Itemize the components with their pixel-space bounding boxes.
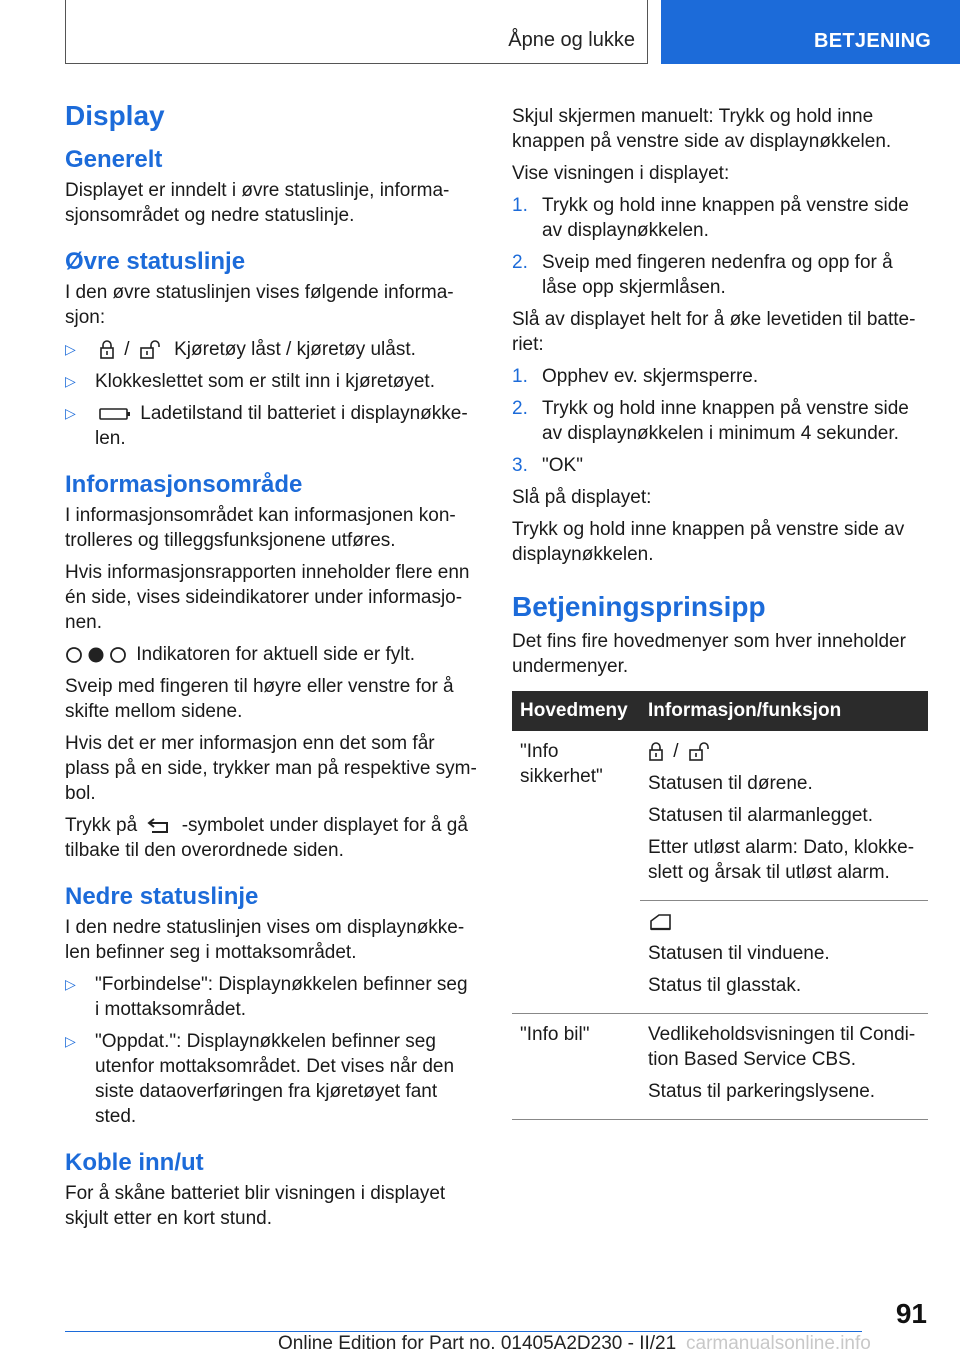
list-item (512, 250, 928, 300)
list-item-text: "Oppdat.": Displaynøkkelen befinner seg utenfor mottaksområdet. Det vises når den siste dataoverføringen fra kjøretøyet fant sted. (95, 1031, 455, 1127)
list-item (65, 401, 477, 451)
paragraph-text: -symbolet under displayet for å gå tilbake til den overordnede siden. (65, 815, 468, 861)
cell-text: Statusen til vinduene. (648, 943, 830, 964)
window-icon (648, 912, 674, 932)
page-indicator-icon (65, 646, 127, 664)
list-number: 3. (512, 455, 528, 476)
icon-row (648, 739, 920, 764)
header-section-title: Åpne og lukke (508, 29, 635, 51)
paragraph: I den nedre statuslinjen vises om displaynøkkelen befinner seg i mottaksområdet. (65, 917, 465, 963)
list-item-text: Trykk og hold inne knappen på venstre side av displaynøkkelen i minimum 4 sekunder. (542, 398, 909, 444)
paragraph: For å skåne batteriet blir visningen i displayet skjult etter en kort stund. (65, 1183, 446, 1229)
page-title: Display (65, 100, 165, 131)
list-item (512, 453, 928, 478)
list-number: 2. (512, 252, 528, 273)
paragraph: Det fins fire hovedmenyer som hver inneholder undermenyer. (512, 631, 906, 677)
cell-text: Statusen til dørene. (648, 773, 813, 794)
heading-generelt: Generelt (65, 146, 163, 173)
cell-text: Status til glasstak. (648, 975, 802, 996)
bullet-triangle-icon: ▷ (65, 405, 76, 421)
paragraph: Hvis informasjonsrapporten inneholder flere enn én side, vises sideindikatorer under informasjonen. (65, 562, 470, 633)
list-item (65, 369, 477, 394)
left-column (65, 100, 477, 1238)
list-item-text: Sveip med fingeren nedenfra og opp for å låse opp skjermlåsen. (542, 252, 893, 298)
list-number: 2. (512, 398, 528, 419)
list-item (65, 1029, 477, 1129)
list-item (65, 972, 477, 1022)
cell-text: Statusen til alarmanlegget. (648, 805, 873, 826)
list-item-text: Trykk og hold inne knappen på venstre side av displaynøkkelen. (542, 195, 909, 241)
icon-row (648, 909, 920, 934)
bullet-triangle-icon: ▷ (65, 341, 76, 357)
paragraph: Slå av displayet helt for å øke levetiden til batteriet: (512, 309, 916, 355)
lock-open-icon (139, 340, 165, 360)
list-item (512, 364, 928, 389)
table-row (512, 1014, 928, 1120)
table-header-cell: Informasjon/funksjon (640, 691, 928, 731)
table-cell (640, 901, 928, 1014)
heading-ovre-statuslinje: Øvre statuslinje (65, 248, 246, 275)
paragraph: Hvis det er mer informasjon enn det som får plass på en side, trykker man på respektive symbol. (65, 733, 477, 804)
paragraph-text: Trykk på (65, 815, 138, 836)
list-number: 1. (512, 366, 528, 387)
list-item-text: "OK" (542, 455, 583, 476)
table-cell: "Info sikkerhet" (512, 731, 640, 1014)
list-item-text: Ladetilstand til batteriet i displaynøkkelen. (95, 403, 468, 449)
icon-separator: / (673, 741, 679, 762)
footer-watermark: carmanualsonline.info (686, 1333, 871, 1354)
lock-closed-icon (648, 742, 664, 762)
list-number: 1. (512, 195, 528, 216)
icon-separator: / (124, 339, 130, 360)
right-column (512, 104, 928, 1120)
paragraph: Trykk og hold inne knappen på venstre side av displaynøkkelen. (512, 519, 905, 565)
table-header-row (512, 691, 928, 731)
lock-closed-icon (99, 340, 115, 360)
battery-icon (99, 407, 131, 421)
paragraph: Slå på displayet: (512, 487, 652, 508)
table-cell (640, 731, 928, 901)
table-cell: "Info bil" (512, 1014, 640, 1120)
list-item-text: Kjøretøy låst / kjøretøy ulåst. (174, 339, 416, 360)
heading-betjeningsprinsipp: Betjeningsprinsipp (512, 591, 766, 622)
paragraph-text: Indikatoren for aktuell side er fylt. (136, 644, 416, 665)
header-section-box (65, 0, 648, 64)
paragraph: Skjul skjermen manuelt: Trykk og hold inne knappen på venstre side av displaynøkkelen. (512, 106, 892, 152)
paragraph: Vise visningen i displayet: (512, 163, 730, 184)
footer-divider (65, 1331, 862, 1332)
list-item (512, 193, 928, 243)
cell-text: Vedlikeholdsvisningen til Condition Based Service CBS. (648, 1024, 916, 1070)
table-header-cell: Hovedmeny (512, 691, 640, 731)
header-chapter-title: BETJENING (814, 30, 932, 52)
table-row (512, 731, 928, 901)
paragraph: I den øvre statuslinjen vises følgende informasjon: (65, 282, 454, 328)
paragraph: Displayet er inndelt i øvre statuslinje, informasjonsområdet og nedre statuslinje. (65, 180, 450, 226)
list-item-text: Opphev ev. skjermsperre. (542, 366, 759, 387)
header-chapter-tab (661, 0, 960, 64)
list-item-text: Klokkeslettet som er stilt inn i kjøretøyet. (95, 371, 435, 392)
footer-edition: Online Edition for Part no. 01405A2D230 - II/21 (278, 1333, 677, 1354)
paragraph: I informasjonsområdet kan informasjonen kontrolleres og tilleggsfunksjonene utføres. (65, 505, 456, 551)
list-item-text: "Forbindelse": Displaynøkkelen befinner seg i mottaksområdet. (95, 974, 468, 1020)
heading-nedre-statuslinje: Nedre statuslinje (65, 883, 259, 910)
table-cell (640, 1014, 928, 1120)
lock-open-icon (688, 742, 714, 762)
list-item (512, 396, 928, 446)
paragraph (65, 813, 477, 863)
bullet-triangle-icon: ▷ (65, 373, 76, 389)
paragraph (65, 642, 477, 667)
cell-text: Etter utløst alarm: Dato, klokkeslett og årsak til utløst alarm. (648, 837, 915, 883)
back-arrow-icon (146, 817, 172, 835)
page-number: 91 (895, 1298, 927, 1329)
cell-text: Status til parkeringslysene. (648, 1081, 876, 1102)
list-item (65, 337, 477, 362)
menu-table (512, 691, 928, 1120)
bullet-triangle-icon: ▷ (65, 1033, 76, 1049)
paragraph: Sveip med fingeren til høyre eller venstre for å skifte mellom sidene. (65, 676, 454, 722)
heading-informasjonsomrade: Informasjonsområde (65, 471, 303, 498)
heading-koble-inn-ut: Koble inn/ut (65, 1149, 204, 1176)
bullet-triangle-icon: ▷ (65, 976, 76, 992)
